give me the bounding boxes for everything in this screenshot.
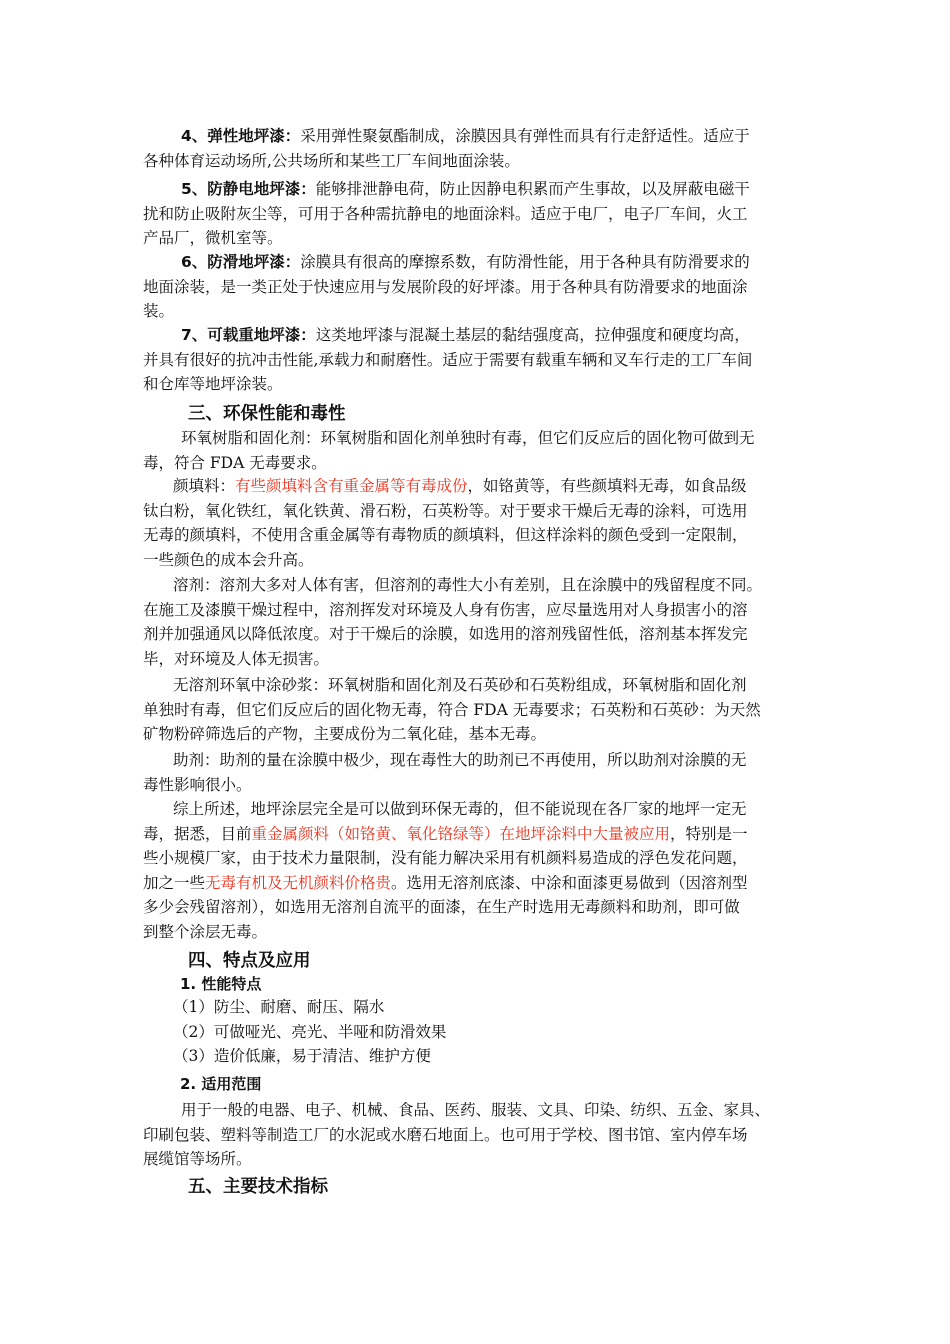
para-line: 无溶剂环氧中涂砂浆：环氧树脂和固化剂及石英砂和石英粉组成，环氧树脂和固化剂 <box>173 676 747 694</box>
list-item: （2）可做哑光、亮光、半哑和防滑效果 <box>173 1022 447 1041</box>
item-4-paragraph <box>143 124 813 173</box>
summary-text: ，特别是一 <box>670 824 748 843</box>
item-5-title: 5、防静电地坪漆： <box>181 180 316 198</box>
pigment-label: 颜填料： <box>173 477 236 495</box>
feature-list <box>143 995 813 1069</box>
list-item: （1）防尘、耐磨、耐压、隔水 <box>173 998 385 1016</box>
para-line: 一些颜色的成本会升高。 <box>143 550 314 569</box>
scope-paragraph <box>143 1098 813 1172</box>
para-line: 毒，符合 FDA 无毒要求。 <box>143 453 327 472</box>
summary-text: 毒，据悉，目前 <box>143 824 252 843</box>
para-line: 用于一般的电器、电子、机械、食品、医药、服装、文具、印染、纺织、五金、家具、 <box>181 1101 771 1119</box>
para-line: 展缆馆等场所。 <box>143 1150 252 1169</box>
item-6-title: 6、防滑地坪漆： <box>181 253 301 271</box>
para-line: 溶剂：溶剂大多对人体有害，但溶剂的毒性大小有差别，且在涂膜中的残留程度不同。 <box>173 576 763 594</box>
item-4-line: 采用弹性聚氨酯制成，涂膜因具有弹性而具有行走舒适性。适应于 <box>300 127 750 145</box>
para-line: 钛白粉，氧化铁红，氧化铁黄、滑石粉，石英粉等。对于要求干燥后无毒的涂料，可选用 <box>143 501 748 520</box>
section-3-heading: 三、环保性能和毒性 <box>188 404 346 424</box>
item-5-line: 扰和防止吸附灰尘等，可用于各种需抗静电的地面涂料。适应于电厂，电子厂车间，火工 <box>143 204 748 223</box>
para-line: 到整个涂层无毒。 <box>143 922 268 941</box>
para-line: 印刷包装、塑料等制造工厂的水泥或水磨石地面上。也可用于学校、图书馆、室内停车场 <box>143 1125 748 1144</box>
para-line: 些小规模厂家，由于技术力量限制，没有能力解决采用有机颜料易造成的浮色发花问题， <box>143 849 748 868</box>
section-3-para-pigment <box>143 474 813 572</box>
section-3-para-additive <box>143 748 813 797</box>
section-5-heading: 五、主要技术指标 <box>188 1177 328 1197</box>
item-7-line: 这类地坪漆与混凝土基层的黏结强度高，拉伸强度和硬度均高， <box>315 326 750 344</box>
para-line: 矿物粉碎筛选后的产物，主要成份为二氧化硅，基本无毒。 <box>143 725 547 744</box>
subheading-features: 1. 性能特点 <box>180 975 262 993</box>
para-line: 环氧树脂和固化剂：环氧树脂和固化剂单独时有毒，但它们反应后的固化物可做到无 <box>181 429 755 447</box>
item-5-line: 产品厂，微机室等。 <box>143 229 283 248</box>
pigment-red-highlight: 有些颜填料含有重金属等有毒成份 <box>235 477 468 495</box>
item-7-line: 和仓库等地坪涂装。 <box>143 375 283 394</box>
para-line: 多少会残留溶剂），如选用无溶剂自流平的面漆，在生产时选用无毒颜料和助剂，即可做 <box>143 898 740 917</box>
para-line: 助剂：助剂的量在涂膜中极少，现在毒性大的助剂已不再使用，所以助剂对涂膜的无 <box>173 751 747 769</box>
price-red-highlight: 无毒有机及无机颜料价格贵 <box>205 873 392 892</box>
section-4-heading: 四、特点及应用 <box>188 951 311 971</box>
section-3-para-solvent <box>143 573 813 671</box>
item-7-paragraph <box>143 323 813 397</box>
summary-text: 加之一些 <box>143 873 206 892</box>
para-line: 在施工及漆膜干燥过程中，溶剂挥发对环境及人身有伤害，应尽量选用对人身损害小的溶 <box>143 600 748 619</box>
para-line: 单独时有毒，但它们反应后的固化物无毒，符合 FDA 无毒要求；石英粉和石英砂：为天然 <box>143 700 761 719</box>
para-line: 毒性影响很小。 <box>143 775 252 794</box>
item-6-paragraph <box>143 250 813 324</box>
item-6-line: 装。 <box>143 302 175 321</box>
para-line: 毕，对环境及人体无损害。 <box>143 649 330 668</box>
section-3-para-summary <box>143 797 813 945</box>
item-7-title: 7、可载重地坪漆： <box>181 326 316 344</box>
para-line: 综上所述，地坪涂层完全是可以做到环保无毒的，但不能说现在各厂家的地坪一定无 <box>173 800 747 818</box>
summary-text: 。选用无溶剂底漆、中涂和面漆更易做到（因溶剂型 <box>391 873 748 892</box>
section-3-para-resin <box>143 426 813 475</box>
item-5-line: 能够排泄静电荷，防止因静电积累而产生事故，以及屏蔽电磁干 <box>315 180 750 198</box>
para-line: 剂并加强通风以降低浓度。对于干燥后的涂膜，如选用的溶剂残留性低，溶剂基本挥发完 <box>143 625 748 644</box>
item-6-line: 涂膜具有很高的摩擦系数，有防滑性能，用于各种具有防滑要求的 <box>300 253 750 271</box>
heavy-metal-red-highlight: 重金属颜料（如铬黄、氧化铬绿等）在地坪涂料中大量被应用 <box>251 824 671 843</box>
item-7-line: 并具有很好的抗冲击性能,承载力和耐磨性。适应于需要有载重车辆和叉车行走的工厂车间 <box>143 350 753 369</box>
list-item: （3）造价低廉，易于清洁、维护方便 <box>173 1047 431 1066</box>
item-5-paragraph <box>143 177 813 251</box>
section-3-para-mortar <box>143 673 813 747</box>
item-4-title: 4、弹性地坪漆： <box>181 127 301 145</box>
item-6-line: 地面涂装，是一类正处于快速应用与发展阶段的好坪漆。用于各种具有防滑要求的地面涂 <box>143 277 748 296</box>
subheading-scope: 2. 适用范围 <box>180 1075 262 1093</box>
pigment-rest: ，如铬黄等，有些颜填料无毒，如食品级 <box>467 477 747 495</box>
para-line: 无毒的颜填料，不使用含重金属等有毒物质的颜填料，但这样涂料的颜色受到一定限制， <box>143 526 748 545</box>
item-4-line: 各种体育运动场所,公共场所和某些工厂车间地面涂装。 <box>143 151 520 170</box>
